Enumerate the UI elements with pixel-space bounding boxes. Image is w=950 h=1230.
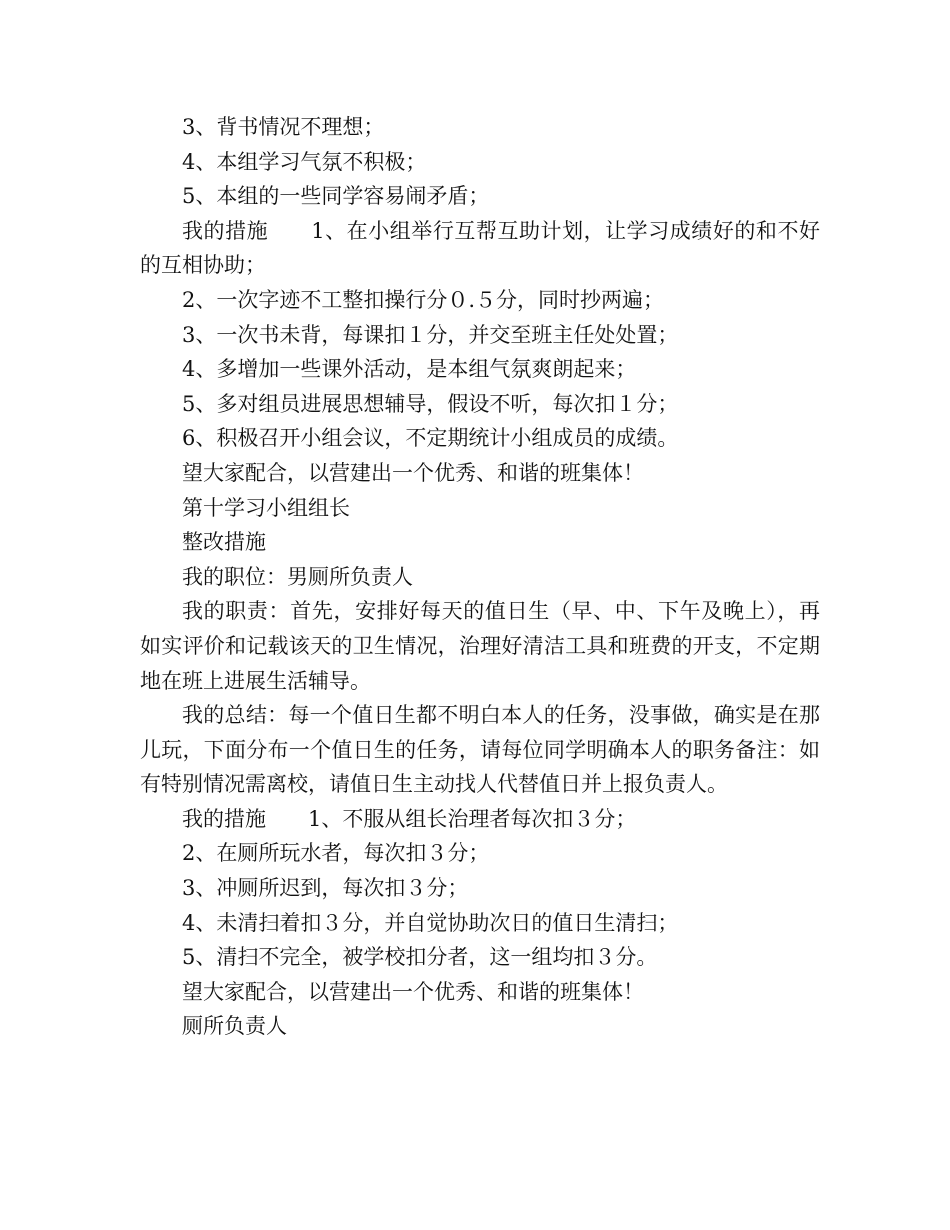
closing-line: 望大家配合，以营建出一个优秀、和谐的班集体！ <box>182 460 644 485</box>
measures-paragraph: 我的措施 1、不服从组长治理者每次扣３分； <box>182 806 637 831</box>
list-item: 5、多对组员进展思想辅导，假设不听，每次扣１分； <box>182 391 679 416</box>
list-item: 5、清扫不完全，被学校扣分者，这一组均扣３分。 <box>182 945 658 970</box>
summary-paragraph: 我的总结：每一个值日生都不明白本人的任务，没事做，确实是在那儿玩，下面分布一个值日生的任务，请每位同学明确本人的职务备注：如有特别情况需离校，请值日生主动找人代替值日并上报负责人。 <box>140 703 820 797</box>
list-item: 3、冲厕所迟到，每次扣３分； <box>182 876 469 901</box>
position-line: 我的职位：男厕所负责人 <box>182 564 413 589</box>
list-item: 4、本组学习气氛不积极； <box>182 149 427 174</box>
list-item: 3、一次书未背，每课扣１分，并交至班主任处处置； <box>182 322 679 347</box>
list-item: 4、未清扫着扣３分，并自觉协助次日的值日生清扫； <box>182 910 679 935</box>
list-item: 2、在厕所玩水者，每次扣３分； <box>182 841 490 866</box>
list-item: 3、背书情况不理想； <box>182 115 385 139</box>
list-item: 5、本组的一些同学容易闹矛盾； <box>182 184 490 209</box>
closing-line: 望大家配合，以营建出一个优秀、和谐的班集体！ <box>182 979 644 1004</box>
measures-paragraph: 我的措施 1、在小组举行互帮互助计划，让学习成绩好的和不好的互相协助； <box>140 218 820 278</box>
list-item: 2、一次字迹不工整扣操行分０.５分，同时抄两遍； <box>182 287 665 312</box>
list-item: 6、积极召开小组会议，不定期统计小组成员的成绩。 <box>182 426 679 451</box>
signature-line: 厕所负责人 <box>182 1014 287 1039</box>
section-heading: 整改措施 <box>182 530 266 555</box>
duties-paragraph: 我的职责：首先，安排好每天的值日生（早、中、下午及晚上），再如实评价和记载该天的卫生情况，治理好清洁工具和班费的开支，不定期地在班上进展生活辅导。 <box>140 599 820 693</box>
list-item: 4、多增加一些课外活动，是本组气氛爽朗起来； <box>182 357 637 382</box>
signature-line: 第十学习小组组长 <box>182 495 350 520</box>
